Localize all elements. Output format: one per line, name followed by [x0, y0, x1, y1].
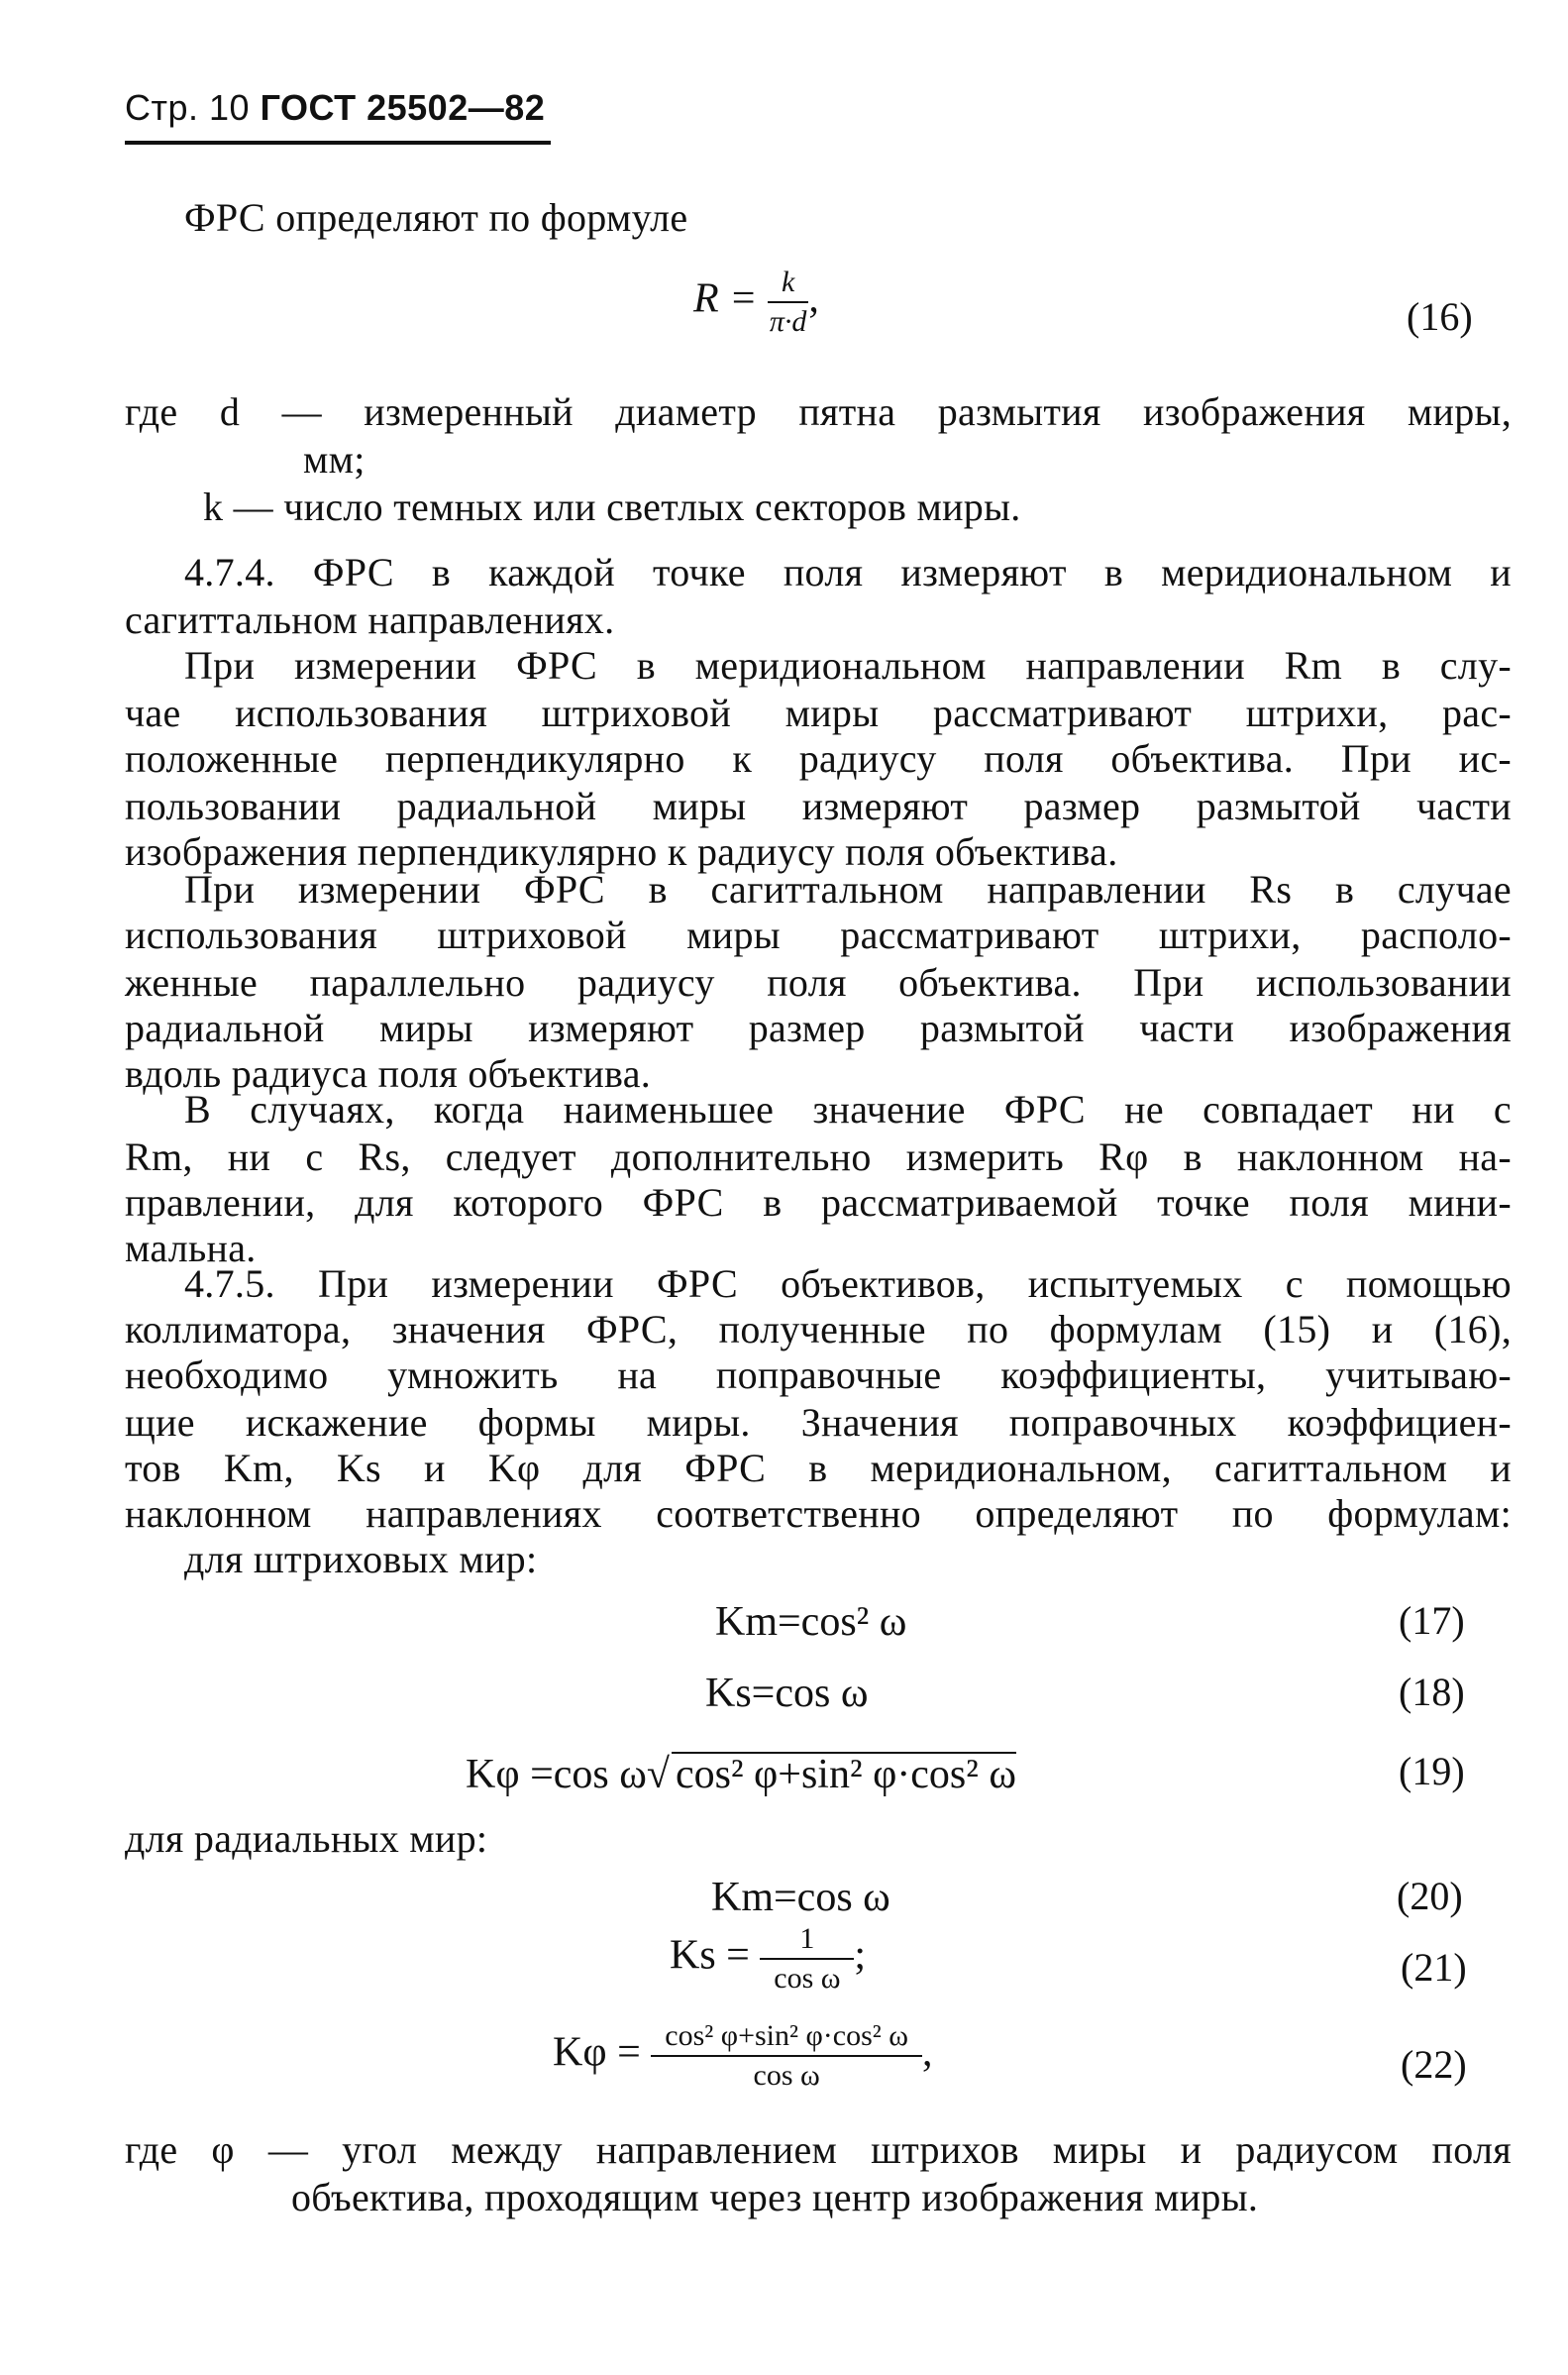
intro-text: ФРС определяют по формуле [184, 195, 688, 240]
eq21-fraction [760, 1924, 854, 1994]
meridional-line-4: пользовании радиальной миры измеряют размер размытой части [125, 784, 1512, 828]
meridional-line-3: положенные перпендикулярно к радиусу поля объектива. При ис- [125, 736, 1512, 781]
equation-18: Ks=cos ω [705, 1671, 869, 1716]
equation-21 [670, 1924, 866, 1994]
eq21-lhs: Ks = [670, 1932, 750, 1979]
sagittal-line-4: радиальной миры измеряют размер размытой части изображения [125, 1006, 1512, 1050]
equation-19 [466, 1752, 1016, 1795]
equation-17: Km=cos² ω [715, 1599, 907, 1645]
where-d-line: где d — измеренный диаметр пятна размытия изображения миры, [125, 389, 1512, 434]
cases-line-4: мальна. [125, 1226, 257, 1270]
eq16-numerator: k [768, 268, 808, 303]
p475-line-2: коллиматора, значения ФРС, полученные по формулам (15) и (16), [125, 1307, 1512, 1351]
eq16-lhs: R = [693, 275, 758, 322]
p475-line-1: 4.7.5. При измерении ФРС объективов, испытуемых с помощью [184, 1261, 1512, 1306]
eq16-denominator: π·d [769, 305, 807, 338]
p475-line-5: тов Km, Ks и Kφ для ФРС в меридиональном, сагиттальном и [125, 1446, 1512, 1490]
p475-line-4: щие искажение формы миры. Значения поправочных коэффициен- [125, 1400, 1512, 1445]
header-rule [125, 141, 551, 145]
meridional-line-2: чае использования штриховой миры рассматривают штрихи, рас- [125, 691, 1512, 735]
eq22-denominator: cos ω [753, 2059, 820, 2092]
eq22-numerator: cos² φ+sin² φ·cos² ω [651, 2021, 922, 2057]
eq21-numerator: 1 [760, 1924, 854, 1960]
eq20-number: (20) [1397, 1874, 1463, 1918]
eq22-number: (22) [1401, 2042, 1467, 2087]
p475-line-7: для штриховых мир: [184, 1537, 538, 1581]
page-number: Стр. 10 [125, 87, 251, 128]
eq22-tail: , [922, 2029, 933, 2076]
p474-line-2: сагиттальном направлениях. [125, 597, 615, 642]
where-phi-line: где φ — угол между направлением штрихов миры и радиусом поля [125, 2127, 1512, 2172]
eq19-lhs: Kφ =cos ω [466, 1752, 647, 1797]
sagittal-line-5: вдоль радиуса поля объектива. [125, 1051, 652, 1096]
eq21-number: (21) [1401, 1945, 1467, 1990]
where-k-line: k — число темных или светлых секторов миры. [203, 485, 1021, 529]
radial-label: для радиальных мир: [125, 1816, 488, 1861]
sagittal-line-1: При измерении ФРС в сагиттальном направлении Rs в случае [184, 867, 1512, 912]
sqrt-symbol: √ [646, 1752, 670, 1797]
meridional-line-1: При измерении ФРС в меридиональном направлении Rm в слу- [184, 643, 1512, 688]
equation-20: Km=cos ω [711, 1875, 890, 1920]
cases-line-3: правлении, для которого ФРС в рассматриваемой точке поля мини- [125, 1180, 1512, 1225]
sagittal-line-3: женные параллельно радиусу поля объектива. При использовании [125, 960, 1512, 1005]
where-d-unit: мм; [303, 437, 366, 482]
eq16-tail: , [808, 275, 819, 322]
equation-22 [553, 2021, 933, 2091]
eq19-number: (19) [1399, 1749, 1465, 1793]
sagittal-line-2: использования штриховой миры рассматривают штрихи, располо- [125, 913, 1512, 957]
eq16-number: (16) [1407, 294, 1473, 339]
p474-line-1: 4.7.4. ФРС в каждой точке поля измеряют в меридиональном и [184, 550, 1512, 594]
eq22-fraction [651, 2021, 922, 2091]
where-phi-cont: объектива, проходящим через центр изображения миры. [291, 2175, 1259, 2219]
eq18-number: (18) [1399, 1670, 1465, 1714]
eq19-radicand: cos² φ+sin² φ·cos² ω [672, 1752, 1016, 1795]
eq21-tail: ; [854, 1932, 867, 1979]
p475-line-6: наклонном направлениях соответственно определяют по формулам: [125, 1491, 1512, 1536]
p475-line-3: необходимо умножить на поправочные коэффициенты, учитываю- [125, 1352, 1512, 1397]
eq17-number: (17) [1399, 1598, 1465, 1643]
equation-16 [693, 268, 819, 337]
cases-line-2: Rm, ни с Rs, следует дополнительно измерить Rφ в наклонном на- [125, 1134, 1512, 1179]
eq16-fraction [768, 268, 808, 337]
eq21-denominator: cos ω [774, 1962, 841, 1995]
page-header [125, 87, 545, 129]
cases-line-1: В случаях, когда наименьшее значение ФРС не совпадает ни с [184, 1087, 1512, 1132]
document-code: ГОСТ 25502—82 [260, 87, 546, 128]
meridional-line-5: изображения перпендикулярно к радиусу поля объектива. [125, 829, 1118, 874]
eq22-lhs: Kφ = [553, 2029, 641, 2076]
